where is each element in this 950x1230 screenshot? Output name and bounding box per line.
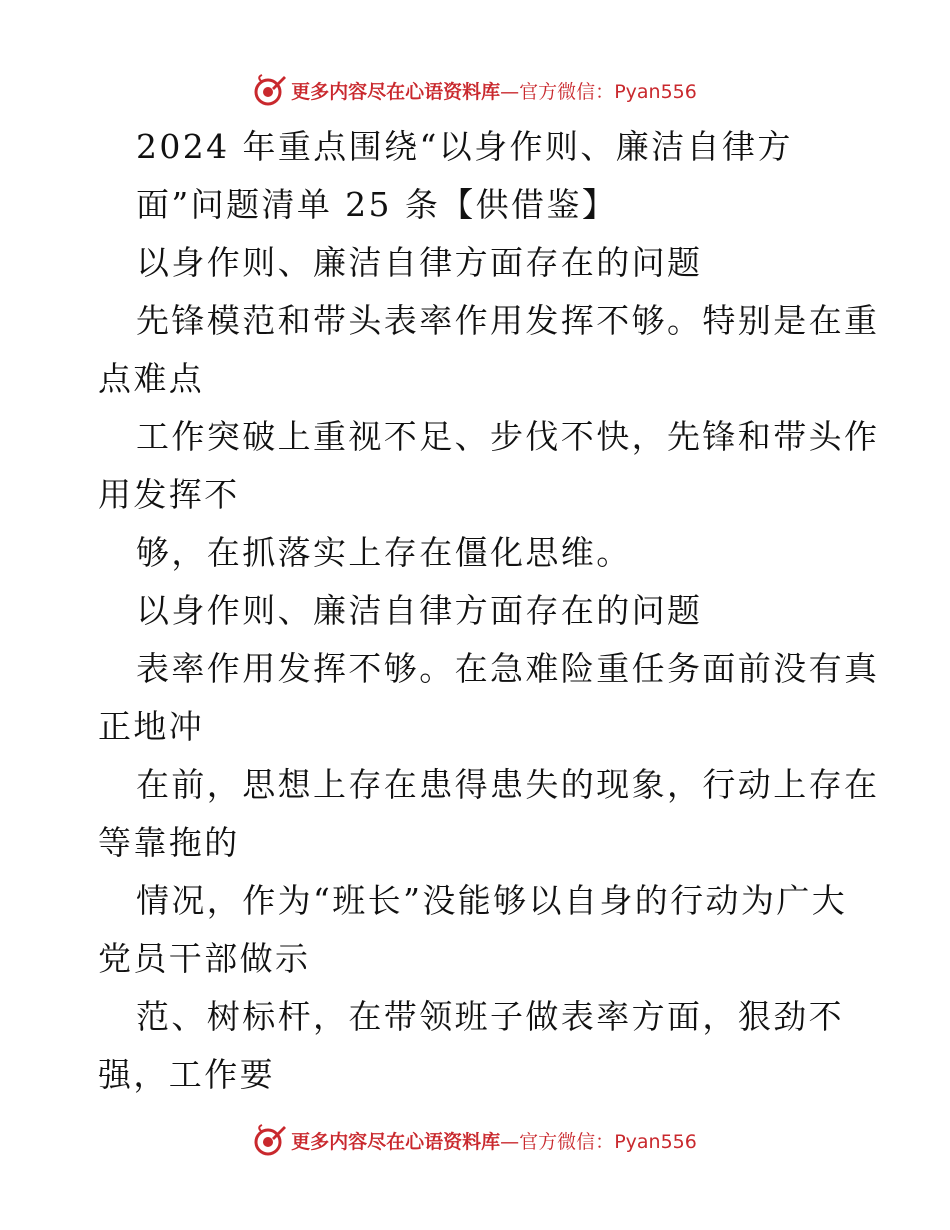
section-heading: 以身作则、廉洁自律方面存在的问题	[136, 591, 703, 630]
watermark-official: 官方微信：	[519, 1130, 615, 1153]
paragraph-line: 够，在抓落实上存在僵化思维。	[136, 533, 632, 572]
watermark-account: Pyan556	[614, 80, 697, 103]
paragraph-line: 用发挥不	[98, 475, 240, 514]
watermark-brand: 更多内容尽在心语资料库	[291, 80, 501, 103]
document-body	[98, 118, 880, 1104]
watermark-brand: 更多内容尽在心语资料库	[291, 1130, 501, 1153]
watermark-separator: —	[500, 80, 520, 103]
pen-logo-icon	[253, 73, 287, 107]
paragraph-line: 先锋模范和带头表率作用发挥不够。特别是在重	[136, 301, 880, 340]
paragraph-line: 点难点	[98, 359, 205, 398]
watermark-text	[291, 1127, 697, 1154]
paragraph-line: 正地冲	[98, 707, 205, 746]
paragraph-line: 范、树标杆，在带领班子做表率方面，狠劲不	[136, 997, 844, 1036]
watermark-separator: —	[500, 1130, 520, 1153]
watermark-footer	[0, 1120, 950, 1160]
paragraph-line: 在前，思想上存在患得患失的现象，行动上存在	[136, 765, 880, 804]
document-title-line-1: 2024 年重点围绕“以身作则、廉洁自律方	[136, 127, 793, 166]
watermark-official: 官方微信：	[519, 80, 615, 103]
paragraph-line: 情况，作为“班长”没能够以自身的行动为广大	[136, 881, 848, 920]
paragraph-line: 党员干部做示	[98, 939, 311, 978]
paragraph-line: 工作突破上重视不足、步伐不快，先锋和带头作	[136, 417, 880, 456]
watermark-account: Pyan556	[614, 1130, 697, 1153]
document-title-line-2: 面”问题清单 25 条【供借鉴】	[136, 185, 618, 224]
section-heading: 以身作则、廉洁自律方面存在的问题	[136, 243, 703, 282]
pen-logo-icon	[253, 1123, 287, 1157]
watermark-header	[0, 70, 950, 110]
paragraph-line: 等靠拖的	[98, 823, 240, 862]
paragraph-line: 强，工作要	[98, 1055, 275, 1094]
paragraph-line: 表率作用发挥不够。在急难险重任务面前没有真	[136, 649, 880, 688]
watermark-text	[291, 77, 697, 104]
